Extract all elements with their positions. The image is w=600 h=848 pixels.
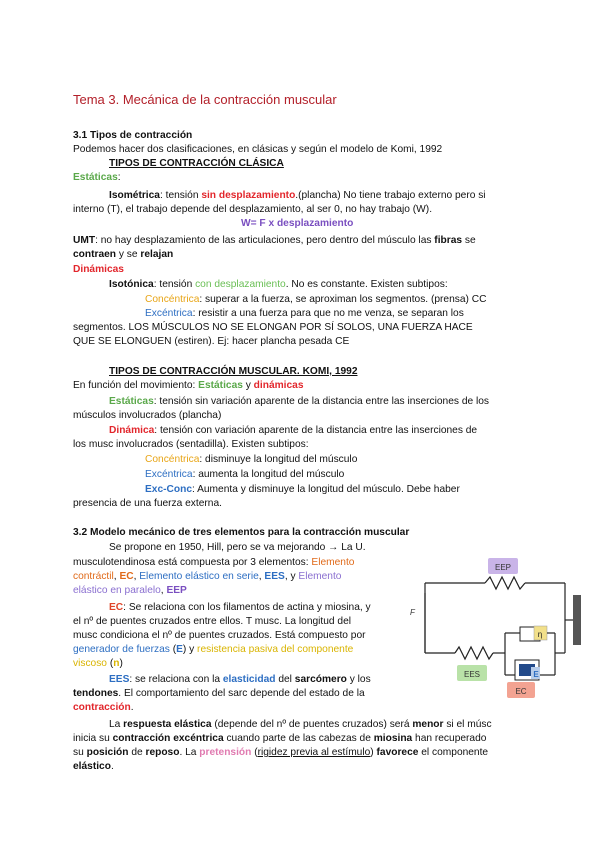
- s32-l3e: Elemento elástico en serie: [139, 571, 259, 582]
- p3h: rigidez previa al estímulo: [257, 747, 371, 758]
- p3f: pretensión: [199, 747, 252, 758]
- ec-line3: musc condiciona el nº de puentes cruzados. Está compuesto por: [73, 630, 366, 641]
- ees-diagram-label: EES: [463, 670, 481, 679]
- excentrica-line2: segmentos. LOS MÚSCULOS NO SE ELONGAN POR SÍ SOLOS, UNA FUERZA HACE: [73, 322, 473, 333]
- p2c: cuando parte de las cabezas de: [223, 733, 374, 744]
- dinamicas-label: Dinámicas: [73, 264, 124, 275]
- concentrica-text: : superar a la fuerza, se aproximan los segmentos. (prensa) CC: [199, 294, 487, 305]
- p2b: contracción excéntrica: [112, 733, 224, 744]
- isometrica-rest: .(plancha) No tiene trabajo externo pero si: [295, 190, 486, 201]
- ec-line2: el nº de puentes cruzados entre ellos. T musc. La longitud del: [73, 616, 352, 627]
- umt-fibras: fibras: [434, 235, 463, 246]
- ees-t2a: tendones: [73, 688, 119, 699]
- p3j: favorece: [376, 747, 419, 758]
- s32-l4b: ,: [160, 585, 167, 596]
- s32-line4: [73, 584, 187, 598]
- p3k: el componente: [418, 747, 489, 758]
- p3d: reposo: [145, 747, 180, 758]
- k-est-line2: músculos involucrados (plancha): [73, 410, 222, 421]
- estaticas-line: [73, 171, 121, 185]
- isometrica-line: [109, 189, 529, 203]
- section-3-2-heading: 3.2 Modelo mecánico de tres elementos para la contracción muscular: [73, 527, 410, 538]
- k-excconc-label: Exc-Conc: [145, 484, 192, 495]
- p3c: de: [128, 747, 146, 758]
- eep-label: EEP: [494, 563, 512, 572]
- komi-intro: En función del movimiento:: [73, 380, 199, 391]
- colon: :: [117, 172, 121, 183]
- ees-t3a: contracción: [73, 702, 131, 713]
- s32-l4c: EEP: [166, 585, 187, 596]
- isometrica-label: Isométrica: [109, 190, 160, 201]
- ec-t5a: viscoso: [73, 658, 107, 669]
- page-title: Tema 3. Mecánica de la contracción muscular: [73, 92, 337, 107]
- concentrica-label: Concéntrica: [145, 294, 200, 305]
- wall: [573, 595, 581, 645]
- p3i: ): [370, 747, 377, 758]
- ec-diagram-label: EC: [515, 687, 527, 696]
- p2e: han recuperado: [412, 733, 487, 744]
- p1b: respuesta elástica: [123, 719, 212, 730]
- s32-l3a: contráctil: [73, 571, 114, 582]
- s32-l3c: EC: [119, 571, 134, 582]
- s32-line3: [73, 570, 341, 584]
- k-din-line: [109, 424, 477, 438]
- umt-and: y se: [116, 248, 141, 260]
- p1c: (depende del nº de puentes cruzados) será: [211, 719, 413, 730]
- umt-text: : no hay desplazamiento de las articulaciones, pero dentro del músculo las: [95, 235, 435, 246]
- p2d: miosina: [373, 733, 413, 744]
- komi-y: y: [242, 380, 254, 391]
- p3e: . La: [179, 747, 200, 758]
- p4b: .: [110, 761, 114, 772]
- s32-l3b: ,: [113, 571, 120, 582]
- umt-contraen: contraen: [73, 248, 117, 260]
- k-din-line2: los musc involucrados (sentadilla). Existen subtipos:: [73, 439, 309, 450]
- concentrica-line: [145, 293, 486, 307]
- ees-t1b: elasticidad: [222, 674, 276, 685]
- k-conc-text: : disminuye la longitud del músculo: [199, 454, 358, 465]
- clasica-heading: TIPOS DE CONTRACCIÓN CLÁSICA: [109, 158, 284, 169]
- ees-t2b: . El comportamiento del sarc depende del estado de la: [118, 688, 365, 699]
- ec-t1: : Se relaciona con los filamentos de actina y miosina, y: [123, 602, 371, 613]
- formula: W= F x desplazamiento: [241, 218, 354, 229]
- ees-t1e: y los: [346, 674, 371, 685]
- komi-heading: TIPOS DE CONTRACCIÓN MUSCULAR. KOMI, 1992: [109, 366, 358, 377]
- excentrica-label: Excéntrica: [145, 308, 193, 319]
- komi-din: dinámicas: [253, 380, 304, 391]
- isotonica-rest: . No es constante. Existen subtipos:: [285, 279, 448, 290]
- excentrica-line3: QUE SE ELONGUEN (estiren). Ej: hacer plancha pesada CE: [73, 336, 350, 347]
- hill-model-diagram: [395, 553, 590, 703]
- ees-t1d: sarcómero: [294, 674, 347, 685]
- estaticas-label: Estáticas: [73, 172, 118, 183]
- komi-est: Estáticas: [198, 380, 243, 391]
- ec-line5: [73, 657, 123, 671]
- ec-line1: [109, 601, 371, 615]
- k-conc-label: Concéntrica: [145, 454, 200, 465]
- k-din-label: Dinámica: [109, 425, 155, 436]
- umt-line: [73, 234, 528, 261]
- ees-line1: [109, 673, 371, 687]
- ees-t1a: : se relaciona con la: [129, 674, 223, 685]
- isometrica-pre: : tensión: [159, 190, 202, 201]
- p1a: La: [109, 719, 124, 730]
- isotonica-pre: : tensión: [153, 279, 196, 290]
- ec-t4a: generador de fuerzas: [73, 644, 170, 655]
- excentrica-text1: : resistir a una fuerza para que no me venza, se separan los: [192, 308, 464, 319]
- p-line2: [73, 732, 486, 746]
- s32-line2: [73, 556, 354, 570]
- k-est-text1: : tensión sin variación aparente de la distancia entre las inserciones de los: [153, 396, 490, 407]
- ec-t4c: E: [176, 644, 183, 655]
- ec-t5b: (: [106, 658, 114, 669]
- isometrica-red: sin desplazamiento: [201, 190, 296, 201]
- p2a: inicia su: [73, 733, 113, 744]
- k-est-label: Estáticas: [109, 396, 154, 407]
- p-line4: [73, 760, 114, 774]
- s32-l3d: ,: [133, 571, 140, 582]
- ees-t1c: del: [275, 674, 295, 685]
- isotonica-line: [109, 278, 448, 292]
- ec-t5d: ): [119, 658, 123, 669]
- k-din-text1: : tensión con variación aparente de la distancia entre las inserciones de: [154, 425, 478, 436]
- ees-t3b: .: [130, 702, 134, 713]
- isotonica-green: con desplazamiento: [195, 279, 286, 290]
- k-excconc-text1: : Aumenta y disminuye la longitud del músculo. Debe haber: [192, 484, 460, 495]
- section-3-1-heading: 3.1 Tipos de contracción: [73, 130, 193, 141]
- umt-label: UMT: [73, 235, 96, 246]
- ec-t4d: ) y: [182, 644, 198, 655]
- s32-line1: Se propone en 1950, Hill, pero se va mejorando → La U.: [109, 542, 366, 553]
- isometrica-line2: interno (T), el trabajo depende del desplazamiento, al ser 0, no hay trabajo (W).: [73, 204, 433, 215]
- ees-label: EES: [109, 674, 130, 685]
- komi-intro-line: [73, 379, 304, 393]
- ees-line2: [73, 687, 365, 701]
- ec-line4: [73, 643, 353, 657]
- excentrica-line: [145, 307, 464, 321]
- umt-relajan: relajan: [140, 248, 174, 260]
- ec-t4b: (: [169, 644, 177, 655]
- intro-line: Podemos hacer dos clasificaciones, en clásicas y según el modelo de Komi, 1992: [73, 144, 443, 155]
- eta-label: η: [537, 630, 543, 639]
- ec-label: EC: [109, 602, 124, 613]
- s32-l2b: Elemento: [311, 557, 355, 568]
- p-line3: [73, 746, 488, 760]
- p3b: posición: [86, 747, 129, 758]
- k-exc-text: : aumenta la longitud del músculo: [192, 469, 345, 480]
- s32-l3i: Elemento: [298, 571, 342, 582]
- umt-se: se: [462, 235, 476, 246]
- s32-l3g: EES: [264, 571, 285, 582]
- p1d: menor: [412, 719, 444, 730]
- p-line1: [109, 718, 492, 732]
- ec-t4e: resistencia pasiva del componente: [197, 644, 354, 655]
- ec-t5c: n: [113, 658, 120, 669]
- s32-l3h: , y: [284, 571, 299, 582]
- k-conc-line: [145, 453, 357, 467]
- s32-l4a: elástico en paralelo: [73, 585, 161, 596]
- k-exc-line: [145, 468, 344, 482]
- k-exc-label: Excéntrica: [145, 469, 193, 480]
- isotonica-label: Isotónica: [109, 279, 154, 290]
- eep-spring: [485, 577, 525, 589]
- p1e: si el músc: [443, 719, 492, 730]
- ees-line3: [73, 701, 134, 715]
- p3a: su: [73, 747, 87, 758]
- ees-spring: [455, 647, 493, 659]
- k-excconc-line: [145, 483, 460, 497]
- p4: elástico: [73, 761, 111, 772]
- k-excconc-line2: presencia de una fuerza externa.: [73, 498, 222, 509]
- p3g: (: [251, 747, 258, 758]
- s32-l3f: ,: [258, 571, 265, 582]
- k-est-line: [109, 395, 489, 409]
- s32-l2a: musculotendinosa está compuesta por 3 elementos:: [73, 557, 312, 568]
- e-label: E: [533, 670, 539, 679]
- force-label: F: [410, 608, 415, 617]
